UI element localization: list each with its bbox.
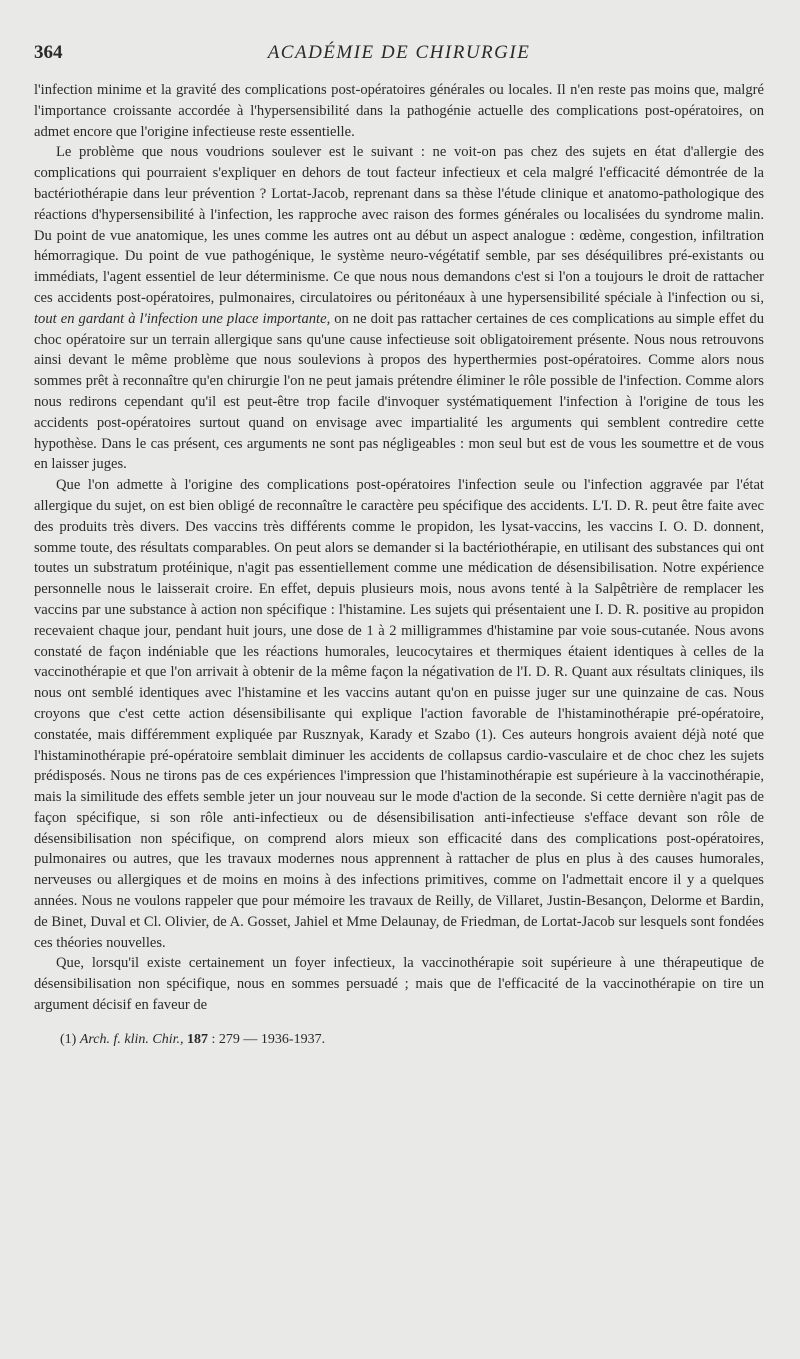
paragraph-text-tail: on ne doit pas rattacher [330, 310, 472, 327]
paragraph: Que, lorsqu'il existe certainement un foyer infectieux, la vaccinothérapie soit supérieure à une thérapeutique de désensibilisation non spécifique, nous en sommes persuadé ; mais que de l'efficacité de la vaccinothérapie on tire un argument décisif en faveur de [34, 955, 764, 1014]
emphasis-text: tout en gardant à l'infection une place importante, [34, 310, 331, 327]
footnote-volume: 187 [187, 1031, 209, 1047]
running-title: ACADÉMIE DE CHIRURGIE [267, 42, 531, 63]
paragraph-continued: l'infection minime et la gravité des complications post-opératoires générales ou locales. Il n'en reste pas moins que, malgré l'importance croissante accordée à l'hypersensibilité dans la pathogénie actuelle des complications post-opératoires, on admet encore que l'origine infectieuse reste essentielle. [34, 82, 764, 140]
footnote-marker: (1) [60, 1031, 77, 1047]
page-header [34, 42, 764, 72]
footnote-pages: : 279 — 1936-1937. [211, 1031, 326, 1047]
footnote [34, 1030, 764, 1050]
body-text [34, 80, 764, 1016]
paragraph: Que l'on admette à l'origine des complications post-opératoires l'infection seule ou l'infection aggravée par l'état allergique du sujet, on est bien obligé de reconnaître le caractère peu spécifique des accidents. L'I. D. R. peut être faite avec des produits très divers. Des vaccins très différents comme le propidon, les lysat-vaccins, les vaccins I. O. D. donnent, somme toute, des résultats comparables. On peut alors se demander si la bactériothérapie, en utilisant des substances qui ont toutes un substratum protéinique, n'agit pas essentiellement comme une médication de désensibilisation. Notre expérience personnelle nous le laisserait croire. En effet, depuis plusieurs mois, nous avons tenté à la Salpêtrière de remplacer les vaccins par une substance à action non spécifique : l'histamine. Les sujets qui présentaient une I. D. R. positive au propidon recevaient chaque jour, pendant huit jours, une dose de 1 à 2 milligrammes d'histamine par voie sous-cutanée. Nous avons constaté de façon indéniable que les réactions humorales, leucocytaires et thermiques étaient identiques à celles de la vaccinothérapie et que l'on arrivait à obtenir de la même façon la négativation de l'I. D. R. Quant aux résultats cliniques, ils nous ont semblé identiques avec l'histamine et les vaccins autant qu'on en puisse juger sur une quinzaine de cas. Nous croyons que c'est cette action désensibilisante qui explique l'action favorable de l'histaminothérapie pré-opératoire, constatée, mais différemment expliquée par Rusznyak, Karady et Szabo (1). Ces auteurs hongrois avaient déjà noté que l'histaminothérapie pré-opératoire semblait diminuer les accidents de collapsus cardio-vasculaire et de choc chez les sujets prédisposés. Nous ne tirons pas de ces expériences l'impression que l'histaminothérapie est supérieure à la vaccinothérapie, mais la similitude des effets semble jeter un jour nouveau sur le mode d'action de la seconde. Si cette dernière n'agit pas de façon spécifique, si son rôle anti-infectieux ou de désensibilisation anti-infectieuse s'efface devant son rôle de désensibilisation non spécifique, on comprend alors mieux son efficacité dans des complications post-opératoires, pulmonaires ou autres, que les travaux modernes nous apprennent à rattacher de plus en plus à des causes humorales, nerveuses ou allergiques et de moins en moins à des infections primitives, comme on l'admettait encore il y a quelques années. Nous ne voulons rappeler que pour mémoire les travaux de Reilly, de Villaret, Justin-Besançon, Delorme et Bardin, de Binet, Duval et Cl. Olivier, de A. Gosset, Jahiel et Mme Delaunay, de Friedman, de Lortat-Jacob sur lesquels sont fondées ces théories nouvelles. [34, 477, 765, 951]
paragraph [34, 142, 764, 475]
paragraph-text: Le problème que nous voudrions soulever est le suivant : ne voit-on pas chez des sujets en état d'allergie des complications qui pourraient s'expliquer en dehors de tout facteur infectieux et cela malgré l'efficacité démontrée de la bactériothérapie dans leur prévention ? Lortat-Jacob, reprenant dans sa thèse l'étude clinique et anatomo-pathologique des réactions d'hypersensibilité à l'infection, les rapproche avec raison des formes générales ou localisées du syndrome malin. Du point de vue anatomique, les unes comme les autres ont au début un aspect analogue : œdème, congestion, infiltration hémorragique. Du point de vue pathogénique, le système neuro-végétatif semble, par ses déséquilibres pré-existants ou immédiats, l'agent essentiel de leur déterminisme. Ce que nous nous demandons c'est si l'on a toujours le droit de rattacher ces accidents post-opératoires, pulmonaires, circulatoires ou péritonéaux à une hypersensibilité spéciale à l'infection ou si, [34, 144, 764, 306]
page-number: 364 [34, 42, 63, 63]
paragraph-text: certaines de ces complications au simple effet du choc opératoire sur un terrain allergique sans qu'une cause infectieuse soit obligatoirement présente. Nous nous retrouvons ainsi devant le même problème que nous soulevions à propos des hyperthermies post-opératoires. Comme alors nous sommes prêt à reconnaître qu'en chirurgie l'on ne peut jamais prétendre éliminer le rôle possible de l'infection. Comme alors nous redirons cependant qu'il est peut-être trop facile d'invoquer systématiquement l'infection à l'origine de tous les accidents post-opératoires surtout quand on envisage avec impartialité les arguments qui semblent contredire cette hypothèse. Dans le cas présent, ces arguments ne sont pas négligeables : mon seul but est de vous les soumettre et de vous en laisser juges. [34, 310, 764, 473]
footnote-citation: Arch. f. klin. Chir., [79, 1031, 184, 1047]
